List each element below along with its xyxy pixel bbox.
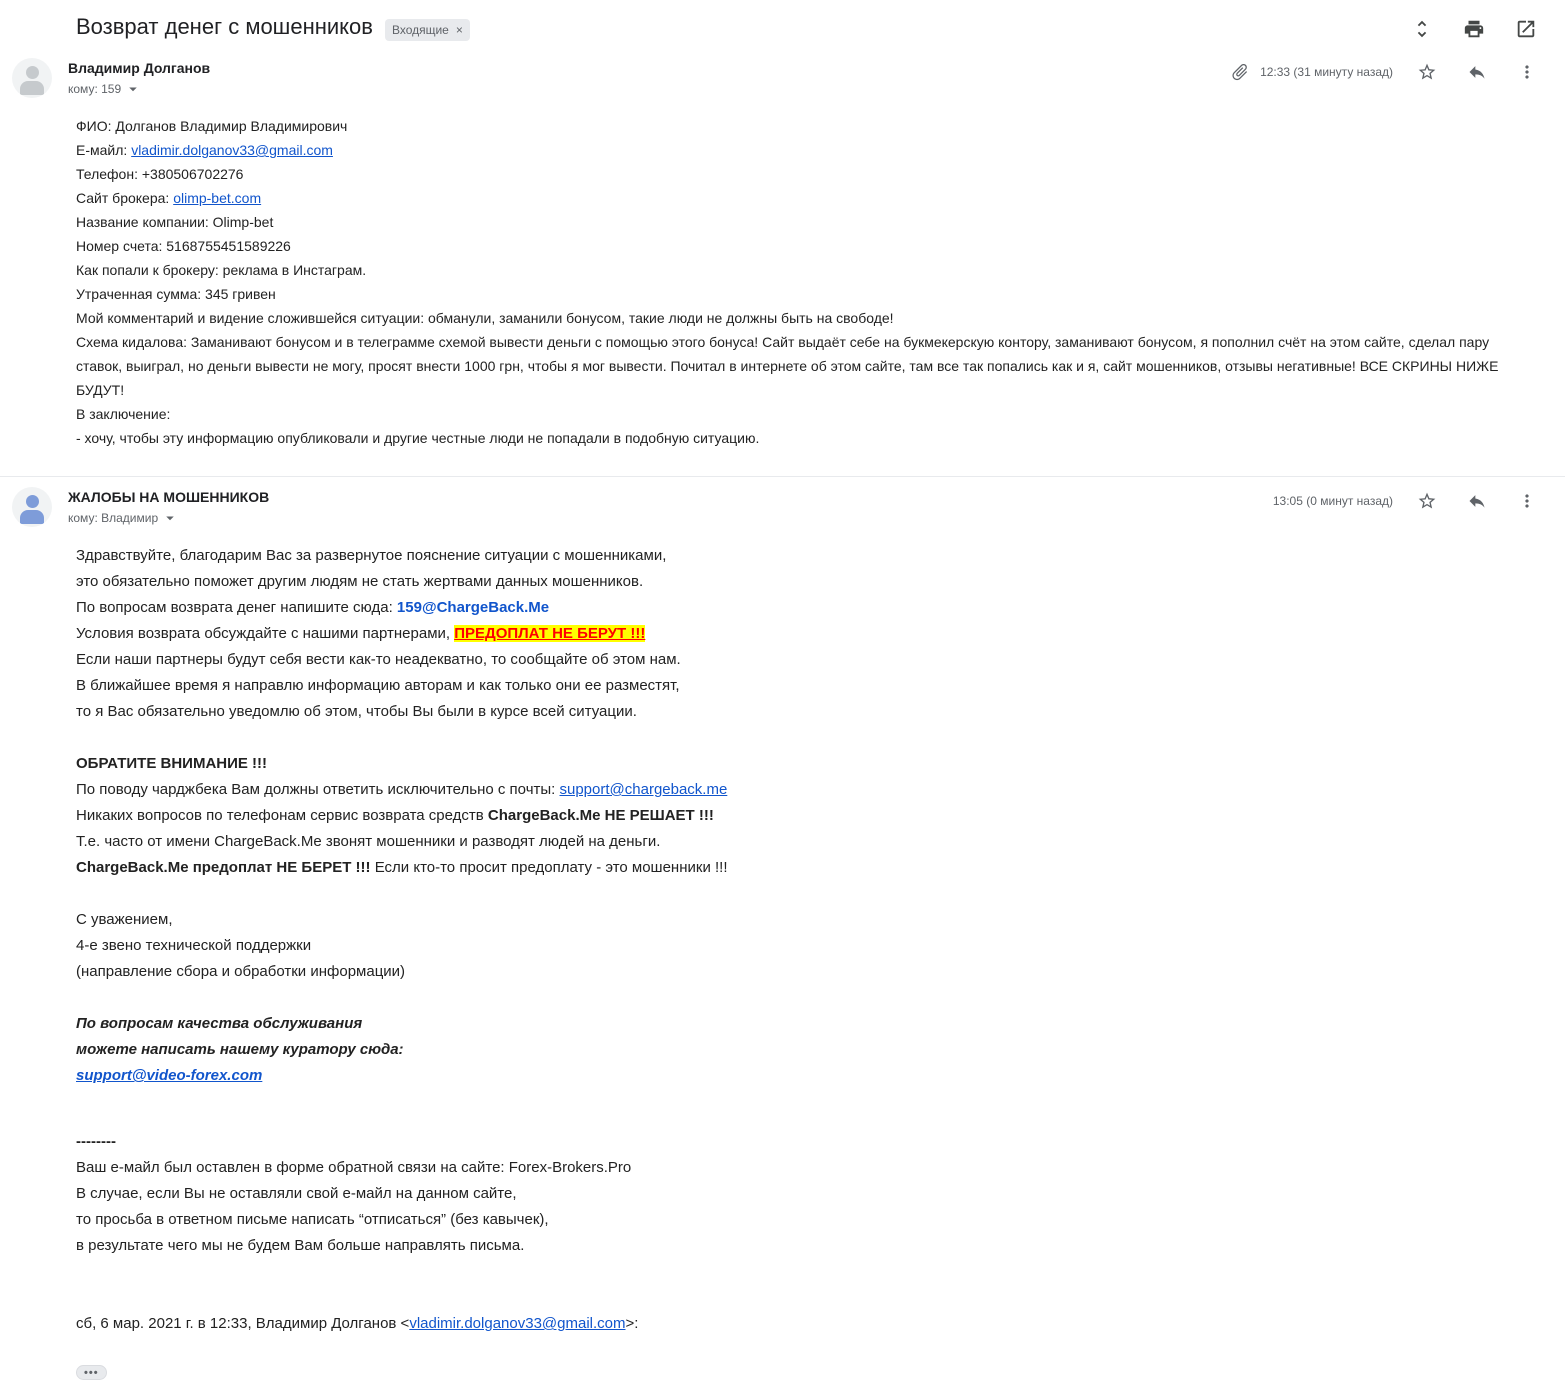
message-1-header xyxy=(0,48,1565,98)
body-line xyxy=(76,855,1535,881)
body-line xyxy=(76,621,1535,647)
sender-avatar[interactable] xyxy=(12,487,52,527)
spacer xyxy=(76,1259,1535,1285)
footer-line: Ваш е-майл был оставлен в форме обратной связи на сайте: Forex-Brokers.Pro xyxy=(76,1159,632,1176)
field-label: Сайт брокера: xyxy=(76,190,174,206)
reply-icon[interactable] xyxy=(1467,62,1487,82)
body-line xyxy=(76,595,1535,621)
body-line: Утраченная сумма: 345 гривен xyxy=(76,286,276,302)
body-line xyxy=(76,1063,1535,1089)
spacer xyxy=(76,1285,1535,1311)
body-text: По вопросам возврата денег напишите сюда: xyxy=(76,599,397,616)
footer-line: то просьба в ответном письме написать “отписаться” (без кавычек), xyxy=(76,1211,549,1228)
body-line: Схема кидалова: Заманивают бонусом и в телеграмме схемой вывести деньги с помощью этого бонуса! Сайт выдаёт себе на букмекерскую контору, заманивают бонусом, я пополнил счёт на этом сайте, сделал пару ставок, выиграл, но деньги вывести не могу, просят внести 1000 грн, чтобы я мог вывести. Почитал в интернете об этом сайте, там все так попались как и я, сайт мошенников, отзывы негативные! ВСЕ СКРИНЫ НИЖЕ БУДУТ! xyxy=(76,334,1499,398)
message-2-meta xyxy=(1273,487,1537,511)
curator-email-link[interactable]: support@video-forex.com xyxy=(76,1067,263,1084)
star-icon[interactable] xyxy=(1417,491,1437,511)
message-2-body xyxy=(0,527,1565,1393)
spacer xyxy=(76,725,1535,751)
star-icon[interactable] xyxy=(1417,62,1437,82)
show-trimmed-content-button[interactable]: ••• xyxy=(76,1365,107,1380)
body-text: По поводу чарджбека Вам должны ответить исключительно с почты: xyxy=(76,781,560,798)
body-text: Если кто-то просит предоплату - это мошенники !!! xyxy=(370,859,728,876)
recipient-details-toggle[interactable] xyxy=(68,80,210,98)
spacer xyxy=(76,985,1535,1011)
chevron-down-icon xyxy=(161,509,179,527)
inbox-label-text: Входящие xyxy=(391,23,449,37)
body-line: Если наши партнеры будут себя вести как-то неадекватно, то сообщайте об этом нам. xyxy=(76,651,681,668)
spacer xyxy=(76,881,1535,907)
avatar-person-icon xyxy=(26,66,39,79)
body-line: Название компании: Olimp-bet xyxy=(76,214,274,230)
body-line: Т.е. часто от имени ChargeBack.Me звонят мошенники и разводят людей на деньги. xyxy=(76,833,661,850)
body-text: сб, 6 мар. 2021 г. в 12:33, Владимир Долганов < xyxy=(76,1315,410,1332)
body-line xyxy=(76,138,1535,162)
avatar-person-icon xyxy=(26,495,39,508)
sender-name: ЖАЛОБЫ НА МОШЕННИКОВ xyxy=(68,489,270,505)
body-text: Никаких вопросов по телефонам сервис возврата средств xyxy=(76,807,488,824)
inbox-label-chip[interactable] xyxy=(385,19,470,41)
body-line: Телефон: +380506702276 xyxy=(76,166,244,182)
body-line: то я Вас обязательно уведомлю об этом, чтобы Вы были в курсе всей ситуации. xyxy=(76,703,637,720)
footer-line: В случае, если Вы не оставляли свой е-майл на данном сайте, xyxy=(76,1185,517,1202)
body-line: Здравствуйте, благодарим Вас за развернутое пояснение ситуации с мошенниками, xyxy=(76,547,667,564)
body-line xyxy=(76,777,1535,803)
thread-toolbar xyxy=(1411,12,1537,40)
body-line xyxy=(76,803,1535,829)
message-timestamp: 12:33 (31 минуту назад) xyxy=(1260,65,1393,79)
recipient-text: кому: 159 xyxy=(68,82,122,96)
more-options-icon[interactable] xyxy=(1517,491,1537,511)
signature-line: С уважением, xyxy=(76,911,173,928)
avatar-person-icon xyxy=(20,510,44,524)
message-1-body xyxy=(0,98,1565,458)
quoted-email-link[interactable]: vladimir.dolganov33@gmail.com xyxy=(409,1315,626,1332)
expand-all-icon[interactable] xyxy=(1411,18,1433,40)
body-line: Мой комментарий и видение сложившейся ситуации: обманули, заманили бонусом, такие люди не должны быть на свободе! xyxy=(76,310,894,326)
more-options-icon[interactable] xyxy=(1517,62,1537,82)
label-remove-icon[interactable]: × xyxy=(455,23,463,37)
recipient-details-toggle[interactable] xyxy=(68,509,269,527)
body-text: Условия возврата обсуждайте с нашими партнерами, xyxy=(76,625,455,642)
reply-icon[interactable] xyxy=(1467,491,1487,511)
quality-note-line: можете написать нашему куратору сюда: xyxy=(76,1041,404,1058)
subject-row xyxy=(0,0,1565,48)
attention-heading: ОБРАТИТЕ ВНИМАНИЕ !!! xyxy=(76,755,268,772)
bold-text: ChargeBack.Me предоплат НЕ БЕРЕТ !!! xyxy=(76,859,371,876)
body-line: В заключение: xyxy=(76,406,171,422)
sender-email-link[interactable]: vladimir.dolganov33@gmail.com xyxy=(131,142,333,158)
message-1 xyxy=(0,48,1565,458)
body-line: В ближайшее время я направлю информацию авторам и как только они ее разместят, xyxy=(76,677,680,694)
body-line xyxy=(76,186,1535,210)
body-line: это обязательно поможет другим людям не стать жертвами данных мошенников. xyxy=(76,573,644,590)
message-timestamp: 13:05 (0 минут назад) xyxy=(1272,494,1393,508)
body-line: Как попали к брокеру: реклама в Инстаграм. xyxy=(76,262,367,278)
sender-avatar[interactable] xyxy=(12,58,52,98)
message-2-header xyxy=(0,477,1565,527)
quality-note-line: По вопросам качества обслуживания xyxy=(76,1015,363,1032)
recipient-text: кому: Владимир xyxy=(68,511,159,525)
message-1-meta xyxy=(1230,58,1537,82)
body-text: >: xyxy=(625,1315,639,1332)
attachment-icon xyxy=(1226,58,1254,86)
footer-line: в результате чего мы не будем Вам больше направлять письма. xyxy=(76,1237,525,1254)
support-email-link[interactable]: support@chargeback.me xyxy=(559,781,728,798)
open-in-new-icon[interactable] xyxy=(1515,18,1537,40)
signature-line: (направление сбора и обработки информации) xyxy=(76,963,406,980)
body-line: Номер счета: 5168755451589226 xyxy=(76,238,291,254)
chargeback-email-link[interactable]: 159@ChargeBack.Me xyxy=(396,599,550,616)
email-subject: Возврат денег с мошенников xyxy=(76,14,373,39)
sender-block xyxy=(68,487,269,527)
spacer xyxy=(76,1089,1535,1115)
no-prepayment-highlight: ПРЕДОПЛАТ НЕ БЕРУТ !!! xyxy=(454,625,646,642)
print-icon[interactable] xyxy=(1463,18,1485,40)
quote-attribution xyxy=(76,1311,1535,1337)
signature-line: 4-е звено технической поддержки xyxy=(76,937,312,954)
chevron-down-icon xyxy=(124,80,142,98)
avatar-person-icon xyxy=(20,81,44,95)
message-2 xyxy=(0,477,1565,1393)
sender-name: Владимир Долганов xyxy=(68,60,211,76)
broker-site-link[interactable]: olimp-bet.com xyxy=(173,190,262,206)
body-line: - хочу, чтобы эту информацию опубликовали и другие честные люди не попадали в подобную ситуацию. xyxy=(76,430,760,446)
spacer xyxy=(76,1115,1535,1129)
separator-dashes: -------- xyxy=(76,1133,116,1150)
body-line: ФИО: Долганов Владимир Владимирович xyxy=(76,118,348,134)
bold-text: ChargeBack.Me НЕ РЕШАЕТ !!! xyxy=(487,807,714,824)
field-label: Е-майл: xyxy=(76,142,132,158)
sender-block xyxy=(68,58,210,98)
